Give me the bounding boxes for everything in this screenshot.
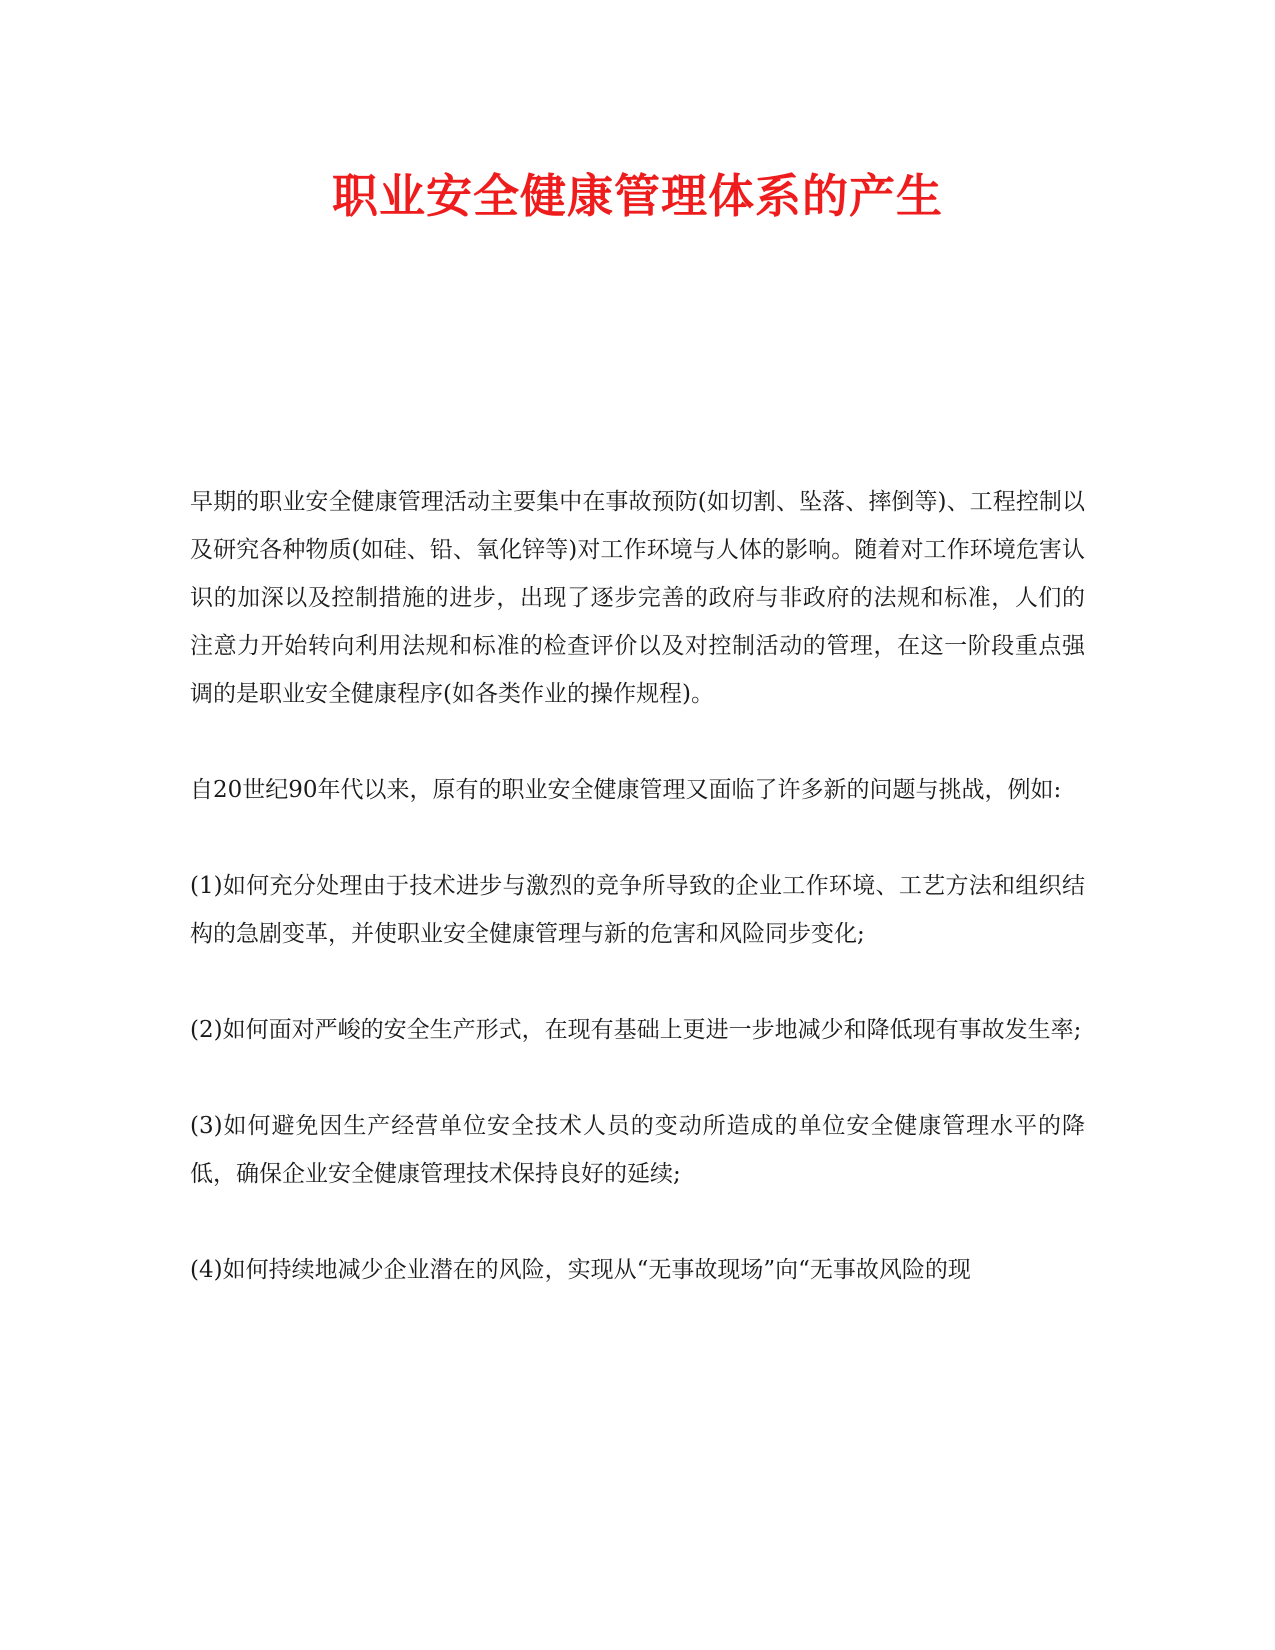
paragraph-history: 早期的职业安全健康管理活动主要集中在事故预防(如切割、坠落、摔倒等)、工程控制以及研究各种物质(如硅、铅、氧化锌等)对工作环境与人体的影响。随着对工作环境危害认识的加深以及控制措施的进步，出现了逐步完善的政府与非政府的法规和标准，人们的注意力开始转向利用法规和标准的检查评价以及对控制活动的管理，在这一阶段重点强调的是职业安全健康程序(如各类作业的操作规程)。: [190, 489, 1085, 707]
paragraph-item-2: (2)如何面对严峻的安全生产形式，在现有基础上更进一步地减少和降低现有事故发生率;: [190, 1017, 1082, 1043]
paragraph-item-1: (1)如何充分处理由于技术进步与激烈的竞争所导致的企业工作环境、工艺方法和组织结构的急剧变革，并使职业安全健康管理与新的危害和风险同步变化;: [190, 873, 1085, 947]
paragraph-item-4: (4)如何持续地减少企业潜在的风险，实现从“无事故现场”向“无事故风险的现: [190, 1257, 971, 1283]
document-body: [190, 478, 1085, 1342]
paragraph-challenges-intro: 自20世纪90年代以来，原有的职业安全健康管理又面临了许多新的问题与挑战，例如:: [190, 777, 1062, 803]
paragraph-item-3: (3)如何避免因生产经营单位安全技术人员的变动所造成的单位安全健康管理水平的降低，确保企业安全健康管理技术保持良好的延续;: [190, 1113, 1085, 1187]
document-title: 职业安全健康管理体系的产生: [332, 169, 943, 223]
